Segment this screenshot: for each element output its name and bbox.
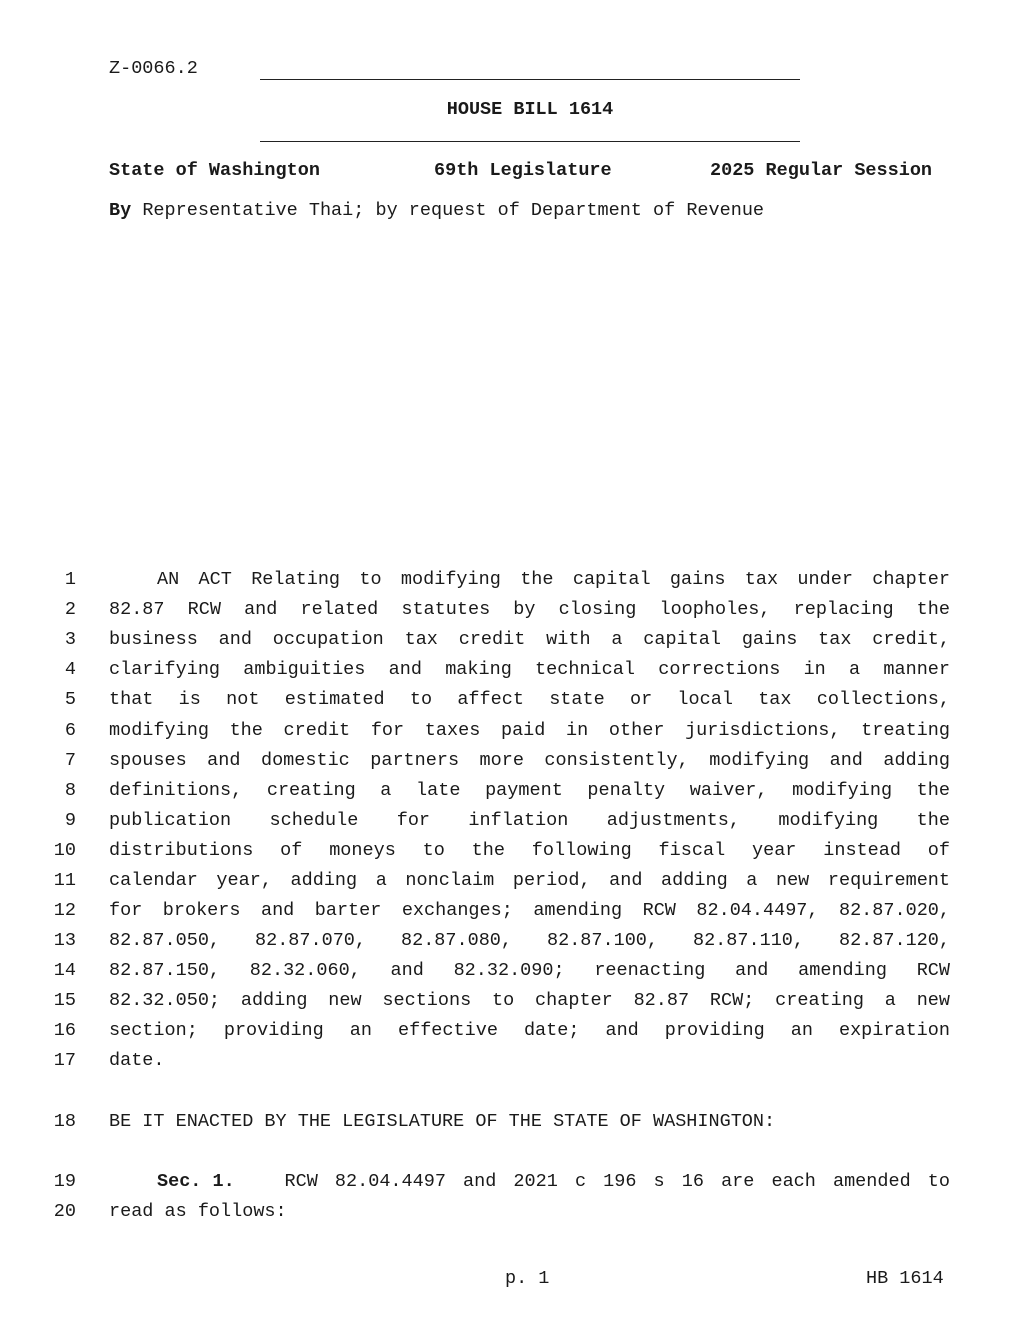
line-number: 15 bbox=[53, 990, 76, 1011]
line-number: 9 bbox=[64, 810, 76, 831]
line-text: 82.87.050, 82.87.070, 82.87.080, 82.87.100, 82.87.110, 82.87.120, bbox=[109, 930, 950, 951]
line-number: 11 bbox=[53, 870, 76, 891]
line-text: read as follows: bbox=[109, 1201, 287, 1222]
line-text: business and occupation tax credit with a capital gains tax credit, bbox=[109, 629, 950, 650]
section-1-line bbox=[109, 1171, 950, 1192]
session-name: 2025 Regular Session bbox=[710, 160, 933, 181]
by-label: By bbox=[109, 200, 132, 221]
line-number: 1 bbox=[64, 569, 76, 590]
line-text: that is not estimated to affect state or local tax collections, bbox=[109, 689, 950, 710]
page-number: p. 1 bbox=[505, 1268, 550, 1289]
line-text: 82.87 RCW and related statutes by closing loopholes, replacing the bbox=[109, 599, 950, 620]
line-text: publication schedule for inflation adjustments, modifying the bbox=[109, 810, 950, 831]
line-number: 4 bbox=[64, 659, 76, 680]
enacting-clause: BE IT ENACTED BY THE LEGISLATURE OF THE STATE OF WASHINGTON: bbox=[109, 1111, 776, 1132]
line-text: spouses and domestic partners more consistently, modifying and adding bbox=[109, 750, 950, 771]
legislature-name: 69th Legislature bbox=[434, 160, 612, 181]
sponsor-line bbox=[109, 200, 764, 221]
line-number: 17 bbox=[53, 1050, 76, 1071]
line-text: AN ACT Relating to modifying the capital gains tax under chapter bbox=[157, 569, 950, 590]
line-text: 82.87.150, 82.32.060, and 82.32.090; reenacting and amending RCW bbox=[109, 960, 950, 981]
document-code: Z-0066.2 bbox=[109, 58, 198, 79]
section-text: RCW 82.04.4497 and 2021 c 196 s 16 are each amended to bbox=[284, 1171, 950, 1192]
line-number: 2 bbox=[64, 599, 76, 620]
line-number: 18 bbox=[53, 1111, 76, 1132]
line-text: section; providing an effective date; and providing an expiration bbox=[109, 1020, 950, 1041]
line-number: 16 bbox=[53, 1020, 76, 1041]
state-name: State of Washington bbox=[109, 160, 320, 181]
title-rule-top bbox=[260, 79, 800, 80]
line-number: 3 bbox=[64, 629, 76, 650]
line-text: date. bbox=[109, 1050, 165, 1071]
line-text: distributions of moneys to the following fiscal year instead of bbox=[109, 840, 950, 861]
line-text: calendar year, adding a nonclaim period, and adding a new requirement bbox=[109, 870, 950, 891]
line-number: 12 bbox=[53, 900, 76, 921]
line-number: 13 bbox=[53, 930, 76, 951]
line-number: 7 bbox=[64, 750, 76, 771]
line-number: 8 bbox=[64, 780, 76, 801]
line-text: clarifying ambiguities and making technical corrections in a manner bbox=[109, 659, 950, 680]
bill-reference: HB 1614 bbox=[866, 1268, 944, 1289]
line-text: modifying the credit for taxes paid in other jurisdictions, treating bbox=[109, 720, 950, 741]
bill-title: HOUSE BILL 1614 bbox=[446, 99, 614, 120]
line-number: 14 bbox=[53, 960, 76, 981]
line-number: 5 bbox=[64, 689, 76, 710]
title-rule-bottom bbox=[260, 141, 800, 142]
sponsor-text: Representative Thai; by request of Department of Revenue bbox=[142, 200, 765, 221]
line-text: definitions, creating a late payment penalty waiver, modifying the bbox=[109, 780, 950, 801]
line-number: 20 bbox=[53, 1201, 76, 1222]
line-text: 82.32.050; adding new sections to chapter 82.87 RCW; creating a new bbox=[109, 990, 950, 1011]
line-number: 10 bbox=[53, 840, 76, 861]
section-label: Sec. 1. bbox=[157, 1171, 235, 1192]
line-number: 19 bbox=[53, 1171, 76, 1192]
line-number: 6 bbox=[64, 720, 76, 741]
line-text: for brokers and barter exchanges; amending RCW 82.04.4497, 82.87.020, bbox=[109, 900, 950, 921]
